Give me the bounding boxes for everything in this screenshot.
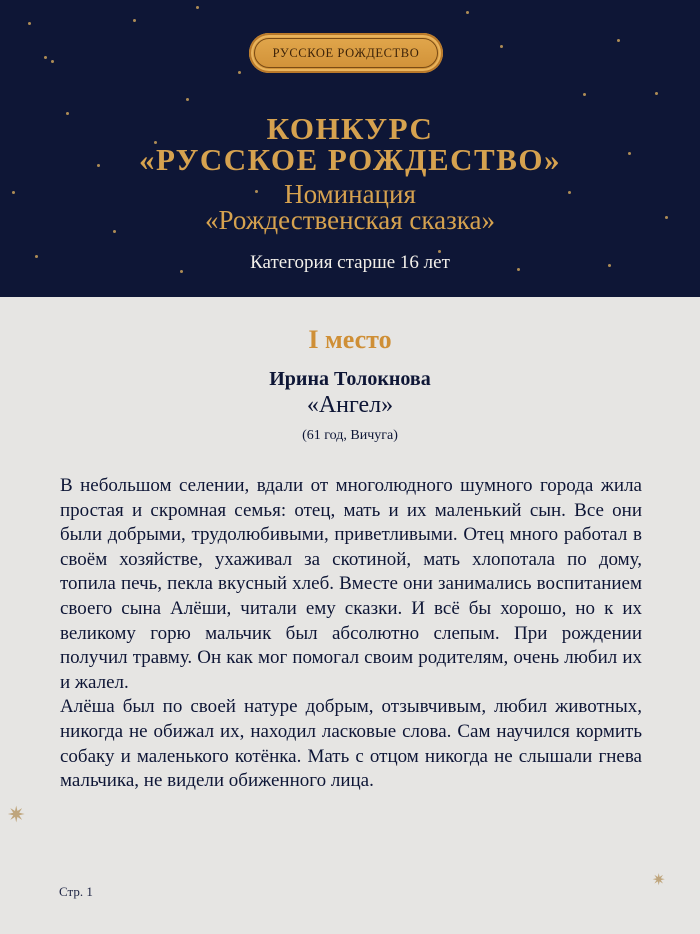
star-decoration (44, 56, 47, 59)
star-decoration (28, 22, 31, 25)
star-decoration (617, 39, 620, 42)
star-decoration (238, 71, 241, 74)
story-paragraph-1: В небольшом селении, вдали от многолюдного шумного города жила простая и скромная семья: отец, мать и их маленький сын. Все они были добрыми, трудолюбивыми, приветливыми. Отец много работал в своём хозяйстве, ухаживал за скотиной, мать хлопотала по дому, топила печь, пекла вкусный хлеб. Вместе они занимались воспитанием своего сына Алёши, читали ему сказки. И всё бы хорошо, но к их великому горю мальчик был абсолютно слепым. При рождении получил травму. Он как мог помогал своим родителям, очень любил их и жалел. (60, 475, 642, 693)
story-text (60, 474, 642, 794)
star-decoration (655, 92, 658, 95)
header-banner (0, 0, 700, 297)
sparkle-icon: ✷ (7, 802, 26, 827)
badge-label: РУССКОЕ РОЖДЕСТВО (272, 45, 420, 60)
category-label: Категория старше 16 лет (250, 252, 450, 273)
star-decoration (51, 60, 54, 63)
star-decoration (186, 98, 189, 101)
star-decoration (466, 11, 469, 14)
story-paragraph-2: Алёша был по своей натуре добрым, отзывчивым, любил животных, никогда не обижал их, находил ласковые слова. Сам научился кормить собаку и маленького котёнка. Мать с отцом никогда не слышали гнева мальчика, не видели обиженного лица. (60, 696, 642, 792)
nomination-title-line1: Номинация (284, 179, 416, 209)
star-decoration (196, 6, 199, 9)
star-decoration (500, 45, 503, 48)
contest-logo-badge (249, 33, 443, 73)
star-decoration (583, 93, 586, 96)
nomination-title-line2: «Рождественская сказка» (205, 205, 495, 235)
contest-title-line2: «РУССКОЕ РОЖДЕСТВО» (138, 142, 562, 177)
contest-title-line1: КОНКУРС (266, 111, 434, 146)
sparkle-icon: ✷ (652, 872, 666, 889)
place-heading: I место (308, 325, 392, 354)
page-number: Стр. 1 (59, 884, 93, 899)
author-meta: (61 год, Вичуга) (302, 428, 398, 443)
work-title: «Ангел» (306, 392, 394, 418)
star-decoration (133, 19, 136, 22)
author-name: Ирина Толокнова (269, 368, 431, 390)
